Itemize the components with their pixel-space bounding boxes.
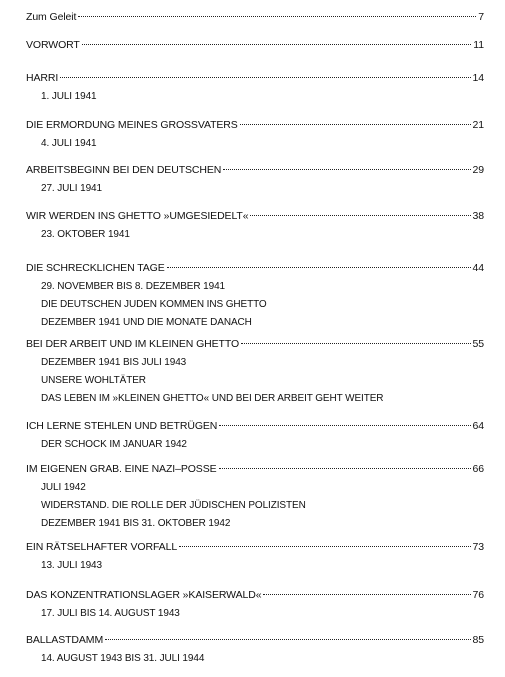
toc-entry-heading xyxy=(26,633,484,647)
chapter-title: Zum Geleit xyxy=(26,11,77,23)
chapter-title: ARBEITSBEGINN BEI DEN DEUTSCHEN xyxy=(26,164,222,176)
chapter-title: WIR WERDEN INS GHETTO »UMGESIEDELT« xyxy=(26,210,249,222)
page-number: 11 xyxy=(473,39,484,51)
subentry-list xyxy=(26,438,484,452)
subentry-list xyxy=(26,137,484,151)
toc-entry xyxy=(26,71,484,108)
dot-leader xyxy=(167,267,471,268)
page-number: 21 xyxy=(472,119,484,131)
chapter-title: ICH LERNE STEHLEN UND BETRÜGEN xyxy=(26,420,218,432)
dot-leader xyxy=(263,594,470,595)
toc-entry xyxy=(26,163,484,200)
page-number: 85 xyxy=(472,634,484,646)
subentry-line: WIDERSTAND. DIE ROLLE DER JÜDISCHEN POLIZISTEN xyxy=(41,500,306,511)
toc-entry-heading xyxy=(26,10,484,24)
chapter-title: BEI DER ARBEIT UND IM KLEINEN GHETTO xyxy=(26,338,240,350)
page-number: 29 xyxy=(472,164,484,176)
subentry-list xyxy=(26,228,484,242)
page-number: 44 xyxy=(472,262,484,274)
page-number: 14 xyxy=(472,72,484,84)
page-number: 76 xyxy=(472,589,484,601)
toc-entry xyxy=(26,38,484,52)
dot-leader xyxy=(219,425,470,426)
chapter-title: BALLASTDAMM xyxy=(26,634,104,646)
toc-entry-heading xyxy=(26,419,484,433)
subentry-list xyxy=(26,356,484,406)
subentry-list xyxy=(26,182,484,196)
toc-entry xyxy=(26,209,484,246)
toc-entry-heading xyxy=(26,337,484,351)
page-number: 64 xyxy=(472,420,484,432)
subentry-list xyxy=(26,280,484,330)
dot-leader xyxy=(105,639,470,640)
toc-entry xyxy=(26,540,484,577)
subentry-line: DEZEMBER 1941 BIS 31. OKTOBER 1942 xyxy=(41,518,231,529)
toc-entry-heading xyxy=(26,209,484,223)
dot-leader xyxy=(78,16,476,17)
page-number: 55 xyxy=(472,338,484,350)
subentry-line: JULI 1942 xyxy=(41,482,86,493)
toc-entry xyxy=(26,419,484,456)
subentry-line: 29. NOVEMBER BIS 8. DEZEMBER 1941 xyxy=(41,281,225,292)
toc-entry-heading xyxy=(26,118,484,132)
subentry-line: 13. JULI 1943 xyxy=(41,560,102,571)
dot-leader xyxy=(223,169,470,170)
subentry-line: DER SCHOCK IM JANUAR 1942 xyxy=(41,439,187,450)
subentry-line: 14. AUGUST 1943 BIS 31. JULI 1944 xyxy=(41,653,205,664)
chapter-title: VORWORT xyxy=(26,39,80,51)
dot-leader xyxy=(219,468,471,469)
toc-entry xyxy=(26,588,484,625)
toc-entry xyxy=(26,10,484,24)
subentry-list xyxy=(26,481,484,531)
toc-entry-heading xyxy=(26,261,484,275)
toc-entry-heading xyxy=(26,71,484,85)
subentry-line: DAS LEBEN IM »KLEINEN GHETTO« UND BEI DER ARBEIT GEHT WEITER xyxy=(41,393,384,404)
subentry-list xyxy=(26,559,484,573)
subentry-list xyxy=(26,90,484,104)
page-number: 66 xyxy=(472,463,484,475)
chapter-title: DIE ERMORDUNG MEINES GROSSVATERS xyxy=(26,119,238,131)
dot-leader xyxy=(250,215,470,216)
chapter-title: IM EIGENEN GRAB. EINE NAZI–POSSE xyxy=(26,463,217,475)
dot-leader xyxy=(60,77,470,78)
chapter-title: DAS KONZENTRATIONSLAGER »KAISERWALD« xyxy=(26,589,262,601)
subentry-line: DIE DEUTSCHEN JUDEN KOMMEN INS GHETTO xyxy=(41,299,267,310)
dot-leader xyxy=(82,44,472,45)
subentry-list xyxy=(26,607,484,621)
subentry-line: 27. JULI 1941 xyxy=(41,183,102,194)
toc-entry xyxy=(26,261,484,334)
subentry-line: 23. OKTOBER 1941 xyxy=(41,229,130,240)
toc-entry-heading xyxy=(26,38,484,52)
dot-leader xyxy=(241,343,470,344)
chapter-title: EIN RÄTSELHAFTER VORFALL xyxy=(26,541,178,553)
toc-entry xyxy=(26,118,484,155)
subentry-line: 4. JULI 1941 xyxy=(41,138,97,149)
subentry-line: 17. JULI BIS 14. AUGUST 1943 xyxy=(41,608,180,619)
toc-entry-heading xyxy=(26,163,484,177)
toc-entry xyxy=(26,337,484,410)
dot-leader xyxy=(179,546,470,547)
toc-entry-heading xyxy=(26,462,484,476)
toc-entry-heading xyxy=(26,540,484,554)
dot-leader xyxy=(240,124,471,125)
chapter-title: HARRI xyxy=(26,72,59,84)
chapter-title: DIE SCHRECKLICHEN TAGE xyxy=(26,262,165,274)
page-number: 38 xyxy=(472,210,484,222)
subentry-line: DEZEMBER 1941 UND DIE MONATE DANACH xyxy=(41,317,252,328)
subentry-line: DEZEMBER 1941 BIS JULI 1943 xyxy=(41,357,187,368)
subentry-line: UNSERE WOHLTÄTER xyxy=(41,375,146,386)
toc-entry-heading xyxy=(26,588,484,602)
subentry-line: 1. JULI 1941 xyxy=(41,91,97,102)
page-number: 7 xyxy=(478,11,484,23)
toc-entry xyxy=(26,462,484,535)
toc-entry xyxy=(26,633,484,670)
page-number: 73 xyxy=(472,541,484,553)
subentry-list xyxy=(26,652,484,666)
